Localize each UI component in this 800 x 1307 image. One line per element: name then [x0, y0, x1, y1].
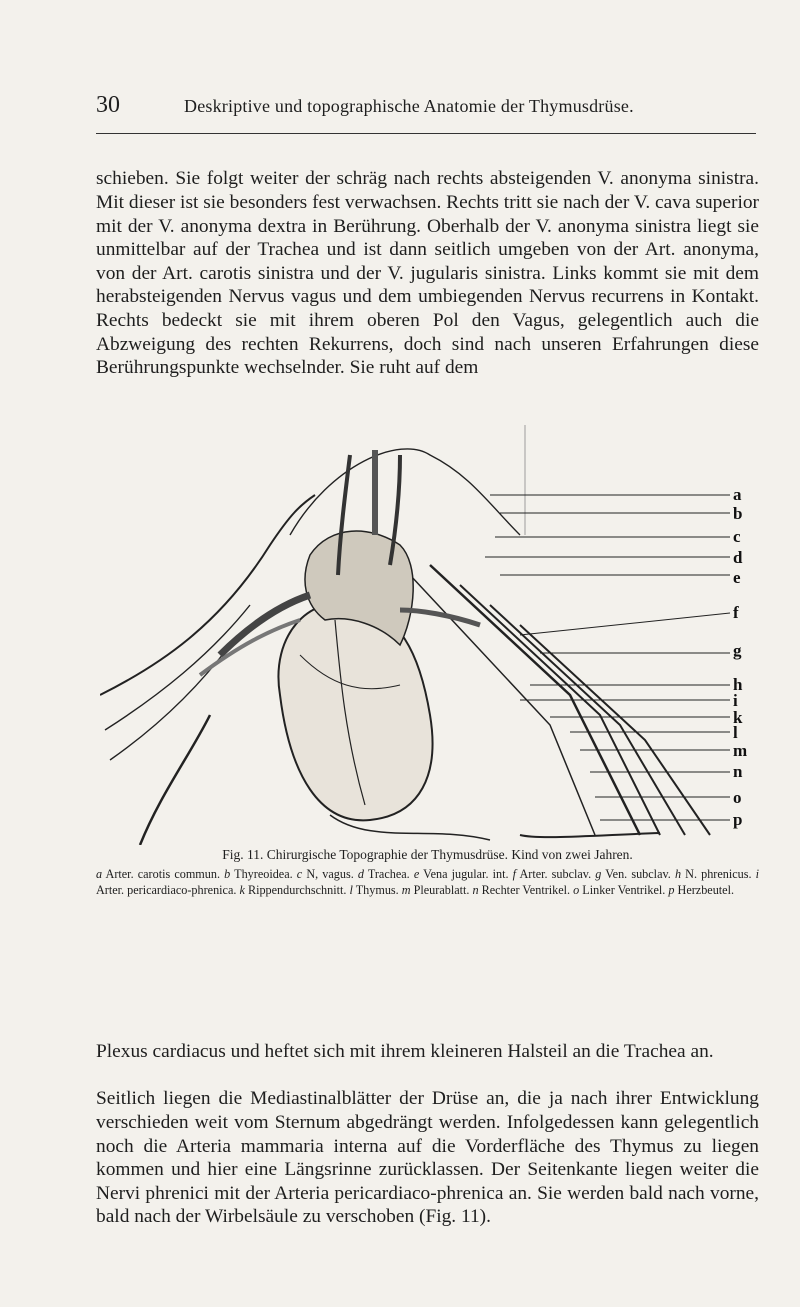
paragraph-1: schieben. Sie folgt weiter der schräg nach rechts absteigenden V. anonyma sinistra. Mit dieser ist sie besonders fest verwachsen. Rechts tritt sie nach der V. cava superior mit der V. anonyma dextra in Berührung. Oberhalb der V. anonyma sinistra liegt sie unmittelbar auf der Trachea und ist dann seitlich umgeben von der Art. anonyma, von der Art. carotis sinistra und der V. jugularis sinistra. Links kommt sie mit dem herabsteigenden Nervus vagus und dem umbiegenden Nervus recurrens in Kontakt. Rechts bedeckt sie mit ihrem oberen Pol den Vagus, gelegentlich auch die Abzweigung des rechten Rekurrens, doch sind nach unseren Erfahrungen diese Berührungspunkte wechselnder. Sie ruht auf dem [96, 168, 759, 379]
legend-key: f [512, 867, 517, 881]
legend-text: Thymus. [355, 882, 399, 897]
legend-key: o [573, 882, 580, 897]
caption-legend [96, 867, 759, 898]
legend-text: Rippendurchschnitt. [247, 882, 347, 897]
legend-key: i [755, 867, 760, 881]
header-rule [96, 133, 756, 134]
page-number: 30 [96, 92, 120, 118]
label-l: l [733, 723, 738, 742]
legend-key: m [401, 882, 411, 897]
legend-key: p [668, 882, 675, 897]
legend-key: c [296, 867, 303, 881]
legend-text: Herzbeutel. [677, 882, 735, 897]
legend-key: d [357, 867, 364, 881]
legend-text: Pleurablatt. [413, 882, 470, 897]
legend-text: Trachea. [367, 867, 410, 881]
label-f: f [733, 603, 739, 622]
label-i: i [733, 691, 738, 710]
label-o: o [733, 788, 742, 807]
label-k: k [733, 708, 743, 727]
paragraph-3: Seitlich liegen die Mediastinalblätter der Drüse an, die ja nach ihrer Entwicklung verschieden weit vom Sternum abgedrängt werden. Infolgedessen kann gelegentlich noch die Arteria mammaria interna auf die Vorderfläche des Thymus zu liegen kommen und hier eine Längsrinne zurücklassen. Der Seitenkante liegen weiter die Nervi phrenici mit der Arteria pericardiaco-phrenica an. Sie werden bald nach vorne, bald nach der Wirbelsäule zu verschoben (Fig. 11). [96, 1088, 759, 1228]
legend-key: e [413, 867, 420, 881]
label-a: a [733, 485, 742, 504]
legend-text: Arter. pericardiaco-phrenica. [96, 882, 237, 897]
legend-key: g [595, 867, 602, 881]
legend-text: N. phrenicus. [685, 867, 752, 881]
legend-key: k [239, 882, 245, 897]
legend-text: Rechter Ventrikel. [481, 882, 571, 897]
figure-illustration [100, 425, 710, 845]
page-header [96, 92, 746, 120]
label-c: c [733, 527, 741, 546]
running-head: Deskriptive und topographische Anatomie der Thymusdrüse. [184, 96, 634, 116]
legend-text: Arter. subclav. [519, 867, 592, 881]
legend-key: a [96, 867, 103, 881]
legend-key: b [224, 867, 231, 881]
label-m: m [733, 741, 748, 760]
label-n: n [733, 762, 743, 781]
label-b: b [733, 504, 743, 523]
paragraph-2: Plexus cardiacus und heftet sich mit ihrem kleineren Halsteil an die Trachea an. [96, 1041, 714, 1063]
legend-text: Linker Ventrikel. [582, 882, 666, 897]
figure-caption [96, 847, 759, 898]
figure-letter-labels [733, 485, 747, 829]
legend-key: n [472, 882, 479, 897]
legend-text: Vena jugular. int. [423, 867, 509, 881]
legend-text: N, vagus. [306, 867, 354, 881]
label-d: d [733, 548, 743, 567]
caption-title: Fig. 11. Chirurgische Topographie der Thymusdrüse. Kind von zwei Jahren. [222, 847, 633, 862]
legend-key: l [349, 882, 353, 897]
anatomical-figure [100, 395, 760, 845]
label-p: p [733, 810, 743, 829]
legend-text: Arter. carotis commun. [105, 867, 221, 881]
label-h: h [733, 675, 743, 694]
legend-text: Ven. subclav. [605, 867, 671, 881]
label-e: e [733, 568, 741, 587]
legend-text: Thyreoidea. [234, 867, 293, 881]
legend-key: h [674, 867, 682, 881]
label-g: g [733, 641, 742, 660]
